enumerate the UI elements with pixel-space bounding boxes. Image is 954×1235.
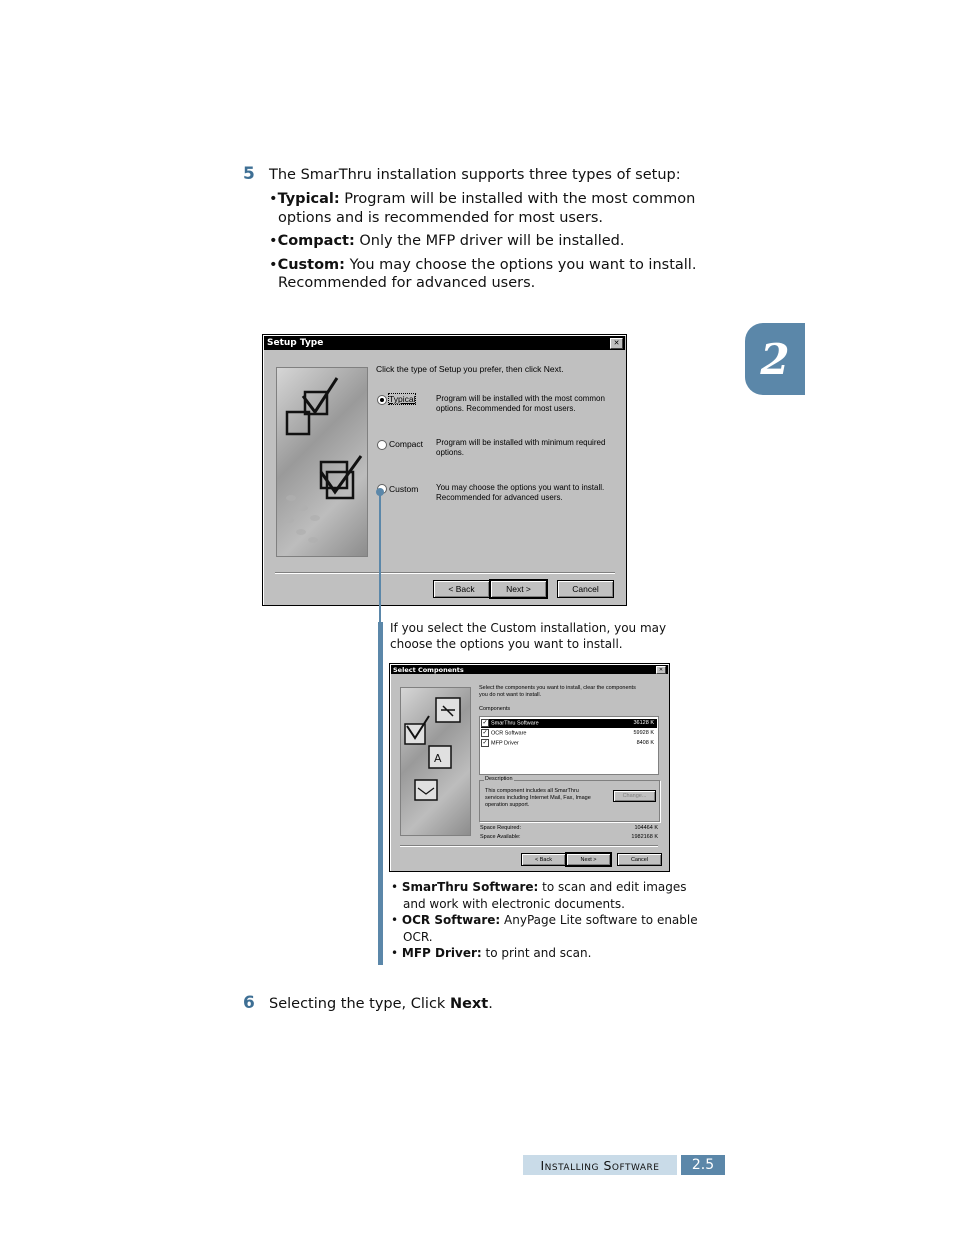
bullet-term: Custom: [277,257,345,273]
component-item-ocr[interactable] [481,729,657,738]
bullet-text: Program will be installed with the most common [339,191,696,207]
components-illustration [400,687,471,836]
setup-type-bullet-custom-cont: Recommended for advanced users. [278,275,536,291]
instruction-line: Select the components you want to install, clear the components [479,685,636,691]
space-info [480,824,658,842]
cancel-button[interactable]: Cancel [557,580,614,598]
space-available-value: 1982168 K [631,834,658,840]
space-required-label: Space Required: [480,825,521,831]
option-desc-line: options. Recommended for most users. [436,404,576,413]
component-item-mfp-driver[interactable] [481,739,657,748]
bullet-term: Typical: [277,191,340,207]
note-text: to print and scan. [481,946,592,960]
checkbox-checked-icon[interactable]: ✓ [482,730,488,736]
note-smarthru-cont: and work with electronic documents. [403,896,625,911]
note-mfp-driver: • MFP Driver: to print and scan. [391,946,592,960]
bullet-marker: • [269,257,278,273]
option-compact-label[interactable]: Compact [389,439,424,449]
bullet-marker: • [269,233,278,249]
component-size: 59928 K [633,730,654,736]
step6-text [269,995,493,1014]
component-size: 8408 K [636,740,654,746]
option-desc-line: Program will be installed with minimum required [436,438,606,447]
checkbox-checked-icon[interactable]: ✓ [482,740,488,746]
description-line: This component includes all SmarThru [485,788,579,794]
component-name: OCR Software [491,730,527,737]
note-term: MFP Driver: [401,946,482,960]
components-label: Components [479,706,511,712]
step6-text-bold: Next [449,996,489,1012]
dialog-separator [275,572,615,574]
note-term: SmarThru Software: [401,880,539,894]
description-label: Description [485,776,513,782]
space-required-value: 104464 K [634,825,658,831]
radio-compact[interactable] [377,440,387,450]
instruction-line: you do not want to install. [479,692,542,698]
dialog-title: Setup Type [267,338,324,348]
footer-page-number: 2.5 [681,1155,725,1175]
components-instruction [479,685,636,699]
step6-text-end: . [488,996,493,1012]
cancel-button[interactable]: Cancel [617,853,662,866]
component-name: MFP Driver [491,740,519,747]
footer-section-title [523,1155,677,1175]
setup-type-dialog [262,334,627,606]
chapter-tab: 2 [745,323,805,395]
step-number-6: 6 [243,993,255,1013]
custom-callout-text [390,620,666,652]
close-icon[interactable]: ✕ [656,666,666,674]
option-custom-label[interactable]: Custom [389,484,419,494]
option-desc-line: You may choose the options you want to install. [436,483,605,492]
close-icon[interactable]: ✕ [610,338,623,349]
option-compact-desc [436,438,605,458]
next-button[interactable]: Next > [566,853,611,866]
description-text [485,788,591,809]
select-components-titlebar [391,665,668,674]
note-text: AnyPage Lite software to enable [500,913,698,927]
callout-side-bar [378,622,383,965]
note-smarthru: • SmarThru Software: to scan and edit images [391,880,687,894]
option-desc-line: Recommended for advanced users. [436,493,563,502]
callout-line: If you select the Custom installation, you may [390,621,667,635]
step6-text-main: Selecting the type, Click [269,996,450,1012]
note-ocr-cont: OCR. [403,929,433,944]
option-desc-line: options. [436,448,465,457]
setup-type-bullet-custom [269,256,696,275]
bullet-text: Only the MFP driver will be installed. [354,233,625,249]
option-desc-line: Program will be installed with the most common [436,394,605,403]
note-term: OCR Software: [401,913,501,927]
components-list[interactable] [479,716,659,775]
step5-intro: The SmarThru installation supports three types of setup: [269,167,681,183]
change-button[interactable]: Change... [613,790,656,802]
option-typical-label[interactable]: Typical [389,394,416,404]
note-ocr: • OCR Software: AnyPage Lite software to enable [391,913,698,927]
component-notes [391,879,721,962]
description-line: services including Internet Mail, Fax, Image [485,795,591,801]
svg-text:A: A [434,752,442,765]
next-button[interactable]: Next > [490,580,547,598]
option-custom-desc [436,483,604,503]
space-required-row [480,824,658,833]
callout-leader-line [379,492,381,622]
option-typical-desc [436,394,605,414]
space-available-label: Space Available: [480,834,521,840]
select-components-dialog [389,663,670,872]
callout-line: choose the options you want to install. [390,637,623,651]
footer-section-text: Installing Software [540,1157,660,1173]
setup-instruction: Click the type of Setup you prefer, then click Next. [376,364,564,374]
setup-illustration [276,367,368,557]
callout-leader-dot [376,488,384,496]
dialog-title: Select Components [393,665,464,674]
setup-type-titlebar [264,336,625,350]
setup-type-bullet-typical [269,190,729,209]
dialog-separator [400,845,658,847]
setup-type-bullet-typical-cont: options and is recommended for most users. [278,210,603,226]
note-text: to scan and edit images [538,880,687,894]
bullet-marker: • [269,191,278,207]
radio-typical[interactable] [377,395,387,405]
step-number-5: 5 [243,164,255,184]
component-item-smarthru[interactable] [481,719,657,728]
components-illustration-icon [401,688,470,835]
bullet-term: Compact: [277,233,355,249]
description-group [479,776,660,822]
bullet-text: You may choose the options you want to install. [344,257,697,273]
checkbox-checked-icon[interactable]: ✓ [482,720,488,726]
component-name: SmarThru Software [491,720,539,727]
space-available-row [480,833,658,842]
setup-type-bullet-compact [269,232,625,251]
back-button[interactable]: < Back [521,853,566,866]
description-line: operation support. [485,802,530,808]
component-size: 36128 K [633,720,654,726]
back-button[interactable]: < Back [433,580,490,598]
checkbox-illustration-icon [277,368,367,556]
